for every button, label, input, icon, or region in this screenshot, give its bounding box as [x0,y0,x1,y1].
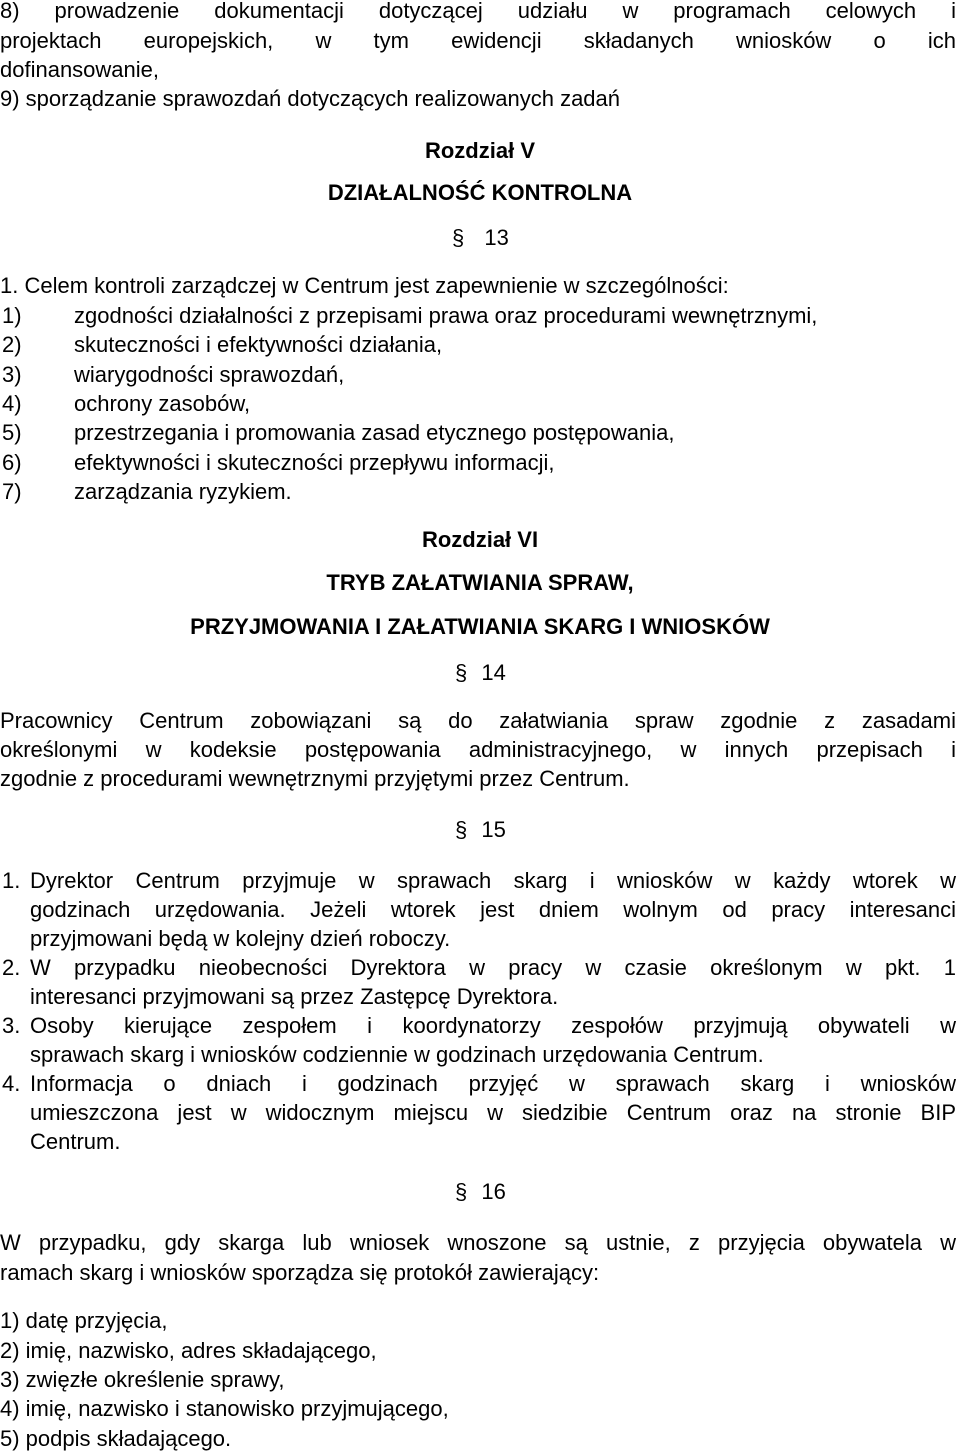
item-9: 9) sporządzanie sprawozdań dotyczących realizowanych zadań [0,86,621,111]
protocol-item: 4) imię, nazwisko i stanowisko przyjmującego, [0,1396,449,1421]
paragraph-number: 14 [481,660,506,685]
control-item-number: 7) [2,478,22,504]
point-number: 1. [2,868,21,893]
point-line: godzinach urzędowania. Jeżeli wtorek jest dniem wolnym od pracy interesanci [30,897,956,922]
point-line: Informacja o dniach i godzinach przyjęć w sprawach skarg i wniosków [30,1071,956,1096]
chapter-6-title-line-2: PRZYJMOWANIA I ZAŁATWIANIA SKARG I WNIOSKÓW [190,614,770,639]
point-line: umieszczona jest w widocznym miejscu w siedzibie Centrum oraz na stronie BIP [30,1100,956,1125]
point-line: przyjmowani będą w kolejny dzień roboczy. [30,926,451,951]
item-8-line-1: 8) prowadzenie dokumentacji dotyczącej udziału w programach celowych i [0,0,956,23]
control-item-text: efektywności i skuteczności przepływu informacji, [74,449,555,475]
chapter-6-title-line-1: TRYB ZAŁATWIANIA SPRAW, [326,570,634,595]
point-number: 3. [2,1013,21,1038]
control-item-text: przestrzegania i promowania zasad etycznego postępowania, [74,420,675,446]
paragraph-14-line-3: zgodnie z procedurami wewnętrznymi przyjętymi przez Centrum. [0,766,630,791]
control-intro: 1. Celem kontroli zarządczej w Centrum jest zapewnienie w szczególności: [0,273,729,298]
control-item-text: zgodności działalności z przepisami prawa oraz procedurami wewnętrznymi, [74,303,818,328]
control-item-text: zarządzania ryzykiem. [74,478,292,504]
paragraph-16-line-1: W przypadku, gdy skarga lub wniosek wnoszone są ustnie, z przyjęcia obywatela w [0,1230,956,1255]
paragraph-number: 13 [484,225,509,250]
control-item-number: 4) [2,390,22,416]
paragraph-14-line-1: Pracownicy Centrum zobowiązani są do załatwiania spraw zgodnie z zasadami [0,708,956,733]
point-line: Centrum. [30,1129,121,1154]
point-number: 2. [2,955,21,980]
section-sign: § [455,1179,468,1204]
paragraph-14-line-2: określonymi w kodeksie postępowania administracyjnego, w innych przepisach i [0,737,956,762]
chapter-6-heading: Rozdział VI [421,527,539,552]
point-line: Osoby kierujące zespołem i koordynatorzy zespołów przyjmują obywateli w [30,1013,956,1038]
control-item-number: 5) [2,420,22,446]
paragraph-number: 15 [481,817,506,842]
control-item-number: 3) [2,361,22,387]
paragraph-13-heading [452,223,509,253]
section-sign: § [455,817,468,842]
point-line: W przypadku nieobecności Dyrektora w pracy w czasie określonym w pkt. 1 [30,955,956,980]
paragraph-16-heading [455,1177,506,1207]
protocol-item: 3) zwięzłe określenie sprawy, [0,1367,285,1392]
protocol-item: 5) podpis składającego. [0,1426,232,1451]
point-number: 4. [2,1071,21,1096]
paragraph-16-line-2: ramach skarg i wniosków sporządza się protokół zawierający: [0,1260,600,1285]
control-item-number: 1) [2,303,22,328]
paragraph-number: 16 [481,1179,506,1204]
section-sign: § [455,660,468,685]
item-8-line-3: dofinansowanie, [0,57,160,82]
chapter-5-title: DZIAŁALNOŚĆ KONTROLNA [327,180,633,205]
chapter-5-heading: Rozdział V [424,138,535,163]
control-item-number: 2) [2,332,22,358]
paragraph-15-heading [455,815,506,845]
point-line: sprawach skarg i wniosków codziennie w godzinach urzędowania Centrum. [30,1042,764,1067]
point-line: Dyrektor Centrum przyjmuje w sprawach skarg i wniosków w każdy wtorek w [30,868,956,893]
protocol-item: 1) datę przyjęcia, [0,1308,168,1333]
item-8-line-2: projektach europejskich, w tym ewidencji składanych wniosków o ich [0,28,956,53]
control-item-text: wiarygodności sprawozdań, [74,361,345,387]
control-item-text: ochrony zasobów, [74,390,251,416]
point-line: interesanci przyjmowani są przez Zastępcę Dyrektora. [30,984,559,1009]
section-sign: § [452,225,465,250]
control-item-number: 6) [2,449,22,475]
protocol-item: 2) imię, nazwisko, adres składającego, [0,1338,377,1363]
control-item-text: skuteczności i efektywności działania, [74,332,443,358]
paragraph-14-heading [455,658,506,688]
